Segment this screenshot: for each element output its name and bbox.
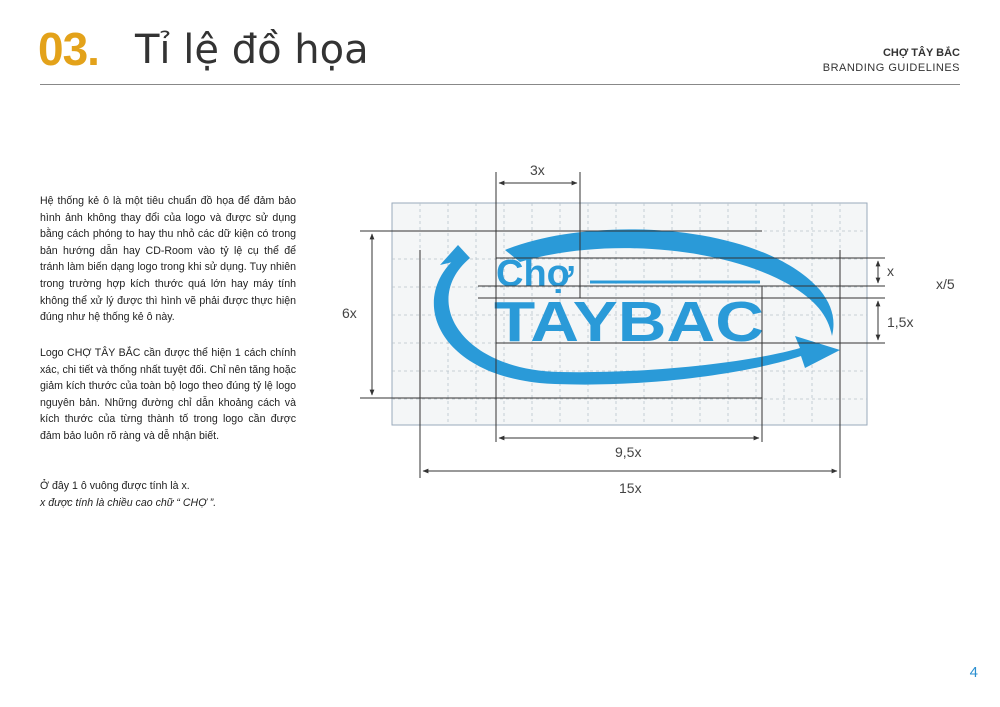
page-title: Tỉ lệ đồ họa <box>135 27 369 73</box>
dim-label-95x: 9,5x <box>615 444 642 460</box>
brand-name: CHỢ TÂY BẮC <box>882 47 960 59</box>
page-number: 4 <box>969 664 978 681</box>
dim-label-x: x <box>887 263 894 279</box>
logo-text-cho: Chợ <box>496 253 574 295</box>
dim-label-3x: 3x <box>530 162 545 178</box>
logo-paragraph: Logo CHỢ TÂY BẮC cần được thể hiện 1 cách chính xác, chi tiết và thống nhất tuyệt đối. Chỉ nên tăng hoặc giảm kích thước của toàn bộ logo theo đúng tỷ lệ logo nguyên bản. Những đường chỉ dẫn khoảng cách và kích thước của từng thành tố trong logo cần được đảm bảo luôn rõ ràng và dễ nhận biết. <box>40 347 296 442</box>
grid-note-line1: Ở đây 1 ô vuông được tính là x. <box>40 480 190 492</box>
logo-text-taybac: TAYBAC <box>494 290 764 354</box>
intro-paragraph: Hệ thống kẻ ô là một tiêu chuẩn đồ họa để đảm bảo hình ảnh không thay đổi của logo và được sử dụng bằng cách phóng to hay thu nhỏ các dữ kiện có trong bản hướng dẫn hay CD-Room vào tỷ lệ cụ thể để tránh làm biến dạng logo trong khi sử dụng. Tuy nhiên trong trường hợp kích thước quá lớn hay máy tính không thể xử lý được thì hình vẽ phải được thực hiện đúng như hệ thống kẻ ô này. <box>40 195 296 324</box>
dim-label-15x: 15x <box>619 480 642 496</box>
grid-note-line2: x được tính là chiều cao chữ “ CHỢ ”. <box>40 496 217 509</box>
dim-label-6x: 6x <box>342 305 357 321</box>
section-number: 03. <box>38 23 99 75</box>
dim-label-x5: x/5 <box>936 276 955 292</box>
dim-label-15x-small: 1,5x <box>887 314 914 330</box>
brand-subtitle: BRANDING GUIDELINES <box>822 62 960 74</box>
